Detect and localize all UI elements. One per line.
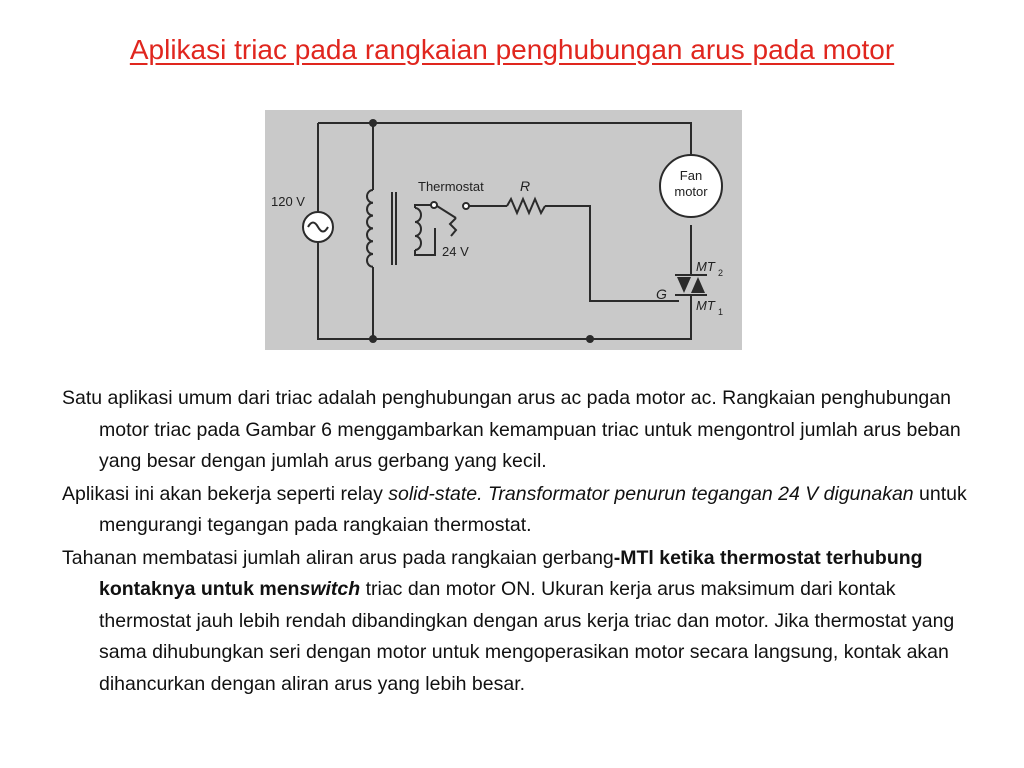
mt1-subscript: 1 (718, 307, 724, 317)
body-text (62, 383, 967, 701)
slide-title: Aplikasi triac pada rangkaian penghubungan arus pada motor (129, 34, 895, 65)
thermostat-lever (437, 206, 456, 218)
paragraph-2-text-c: untuk mengurangi tegangan pada rangkaian thermostat. (99, 482, 967, 536)
paragraph-1 (62, 383, 967, 478)
circuit-figure (265, 110, 742, 350)
source-voltage-label: 120 V (271, 194, 305, 209)
gate-label: G (656, 286, 667, 302)
mt2-subscript: 2 (718, 268, 724, 278)
thermostat-contact-right (463, 203, 469, 209)
paragraph-2-italic: solid-state. Transformator penurun tegangan 24 V digunakan (388, 482, 914, 505)
junction-bottom-left (369, 335, 377, 343)
paragraph-3-bold-italic: switch (299, 578, 361, 600)
mt2-label: MT (696, 259, 715, 274)
paragraph-3-text-d: triac dan motor ON. Ukuran kerja arus maksimum dari kontak thermostat jauh lebih rendah dibandingkan dengan arus kerja triac dan motor. Jika thermostat yang sama dihubungkan seri dengan motor untuk mengoperasikan motor secara langsung, kontak akan dihancurkan dengan aliran arus yang lebih besar. (99, 578, 955, 695)
paragraph-1-text: Satu aplikasi umum dari triac adalah penghubungan arus ac pada motor ac. Rangkaian penghubungan motor triac pada Gambar 6 menggambarkan kemampuan triac untuk mengontrol jumlah arus beban yang besar dengan jumlah arus gerbang yang kecil. (62, 387, 961, 472)
mt1-label: MT (696, 298, 715, 313)
paragraph-3-bold: -MTl ketika thermostat terhubung kontaknya untuk men (99, 546, 923, 600)
junction-top (369, 119, 377, 127)
wire-secondary-bottom (415, 228, 435, 255)
triac-arrow-up (691, 277, 705, 293)
resistor-label: R (520, 178, 531, 194)
primary-coil (367, 190, 373, 267)
junction-bottom-right (586, 335, 594, 343)
paragraph-2-text-a: Aplikasi ini akan bekerja seperti relay (62, 482, 389, 505)
paragraph-3 (62, 543, 967, 701)
motor-label-motor: motor (674, 184, 708, 199)
thermostat-contact-left (431, 202, 437, 208)
paragraph-3-text-a: Tahanan membatasi jumlah aliran arus pada rangkaian gerbang (62, 546, 614, 569)
circuit-diagram (265, 110, 742, 350)
resistor-zigzag (507, 199, 545, 213)
paragraph-2 (62, 479, 967, 542)
thermostat-label: Thermostat (418, 179, 484, 194)
secondary-coil (415, 208, 421, 250)
secondary-voltage-label: 24 V (442, 244, 469, 259)
triac-arrow-down (677, 277, 691, 293)
thermostat-bimetal (450, 218, 456, 236)
motor-label-fan: Fan (679, 168, 703, 183)
